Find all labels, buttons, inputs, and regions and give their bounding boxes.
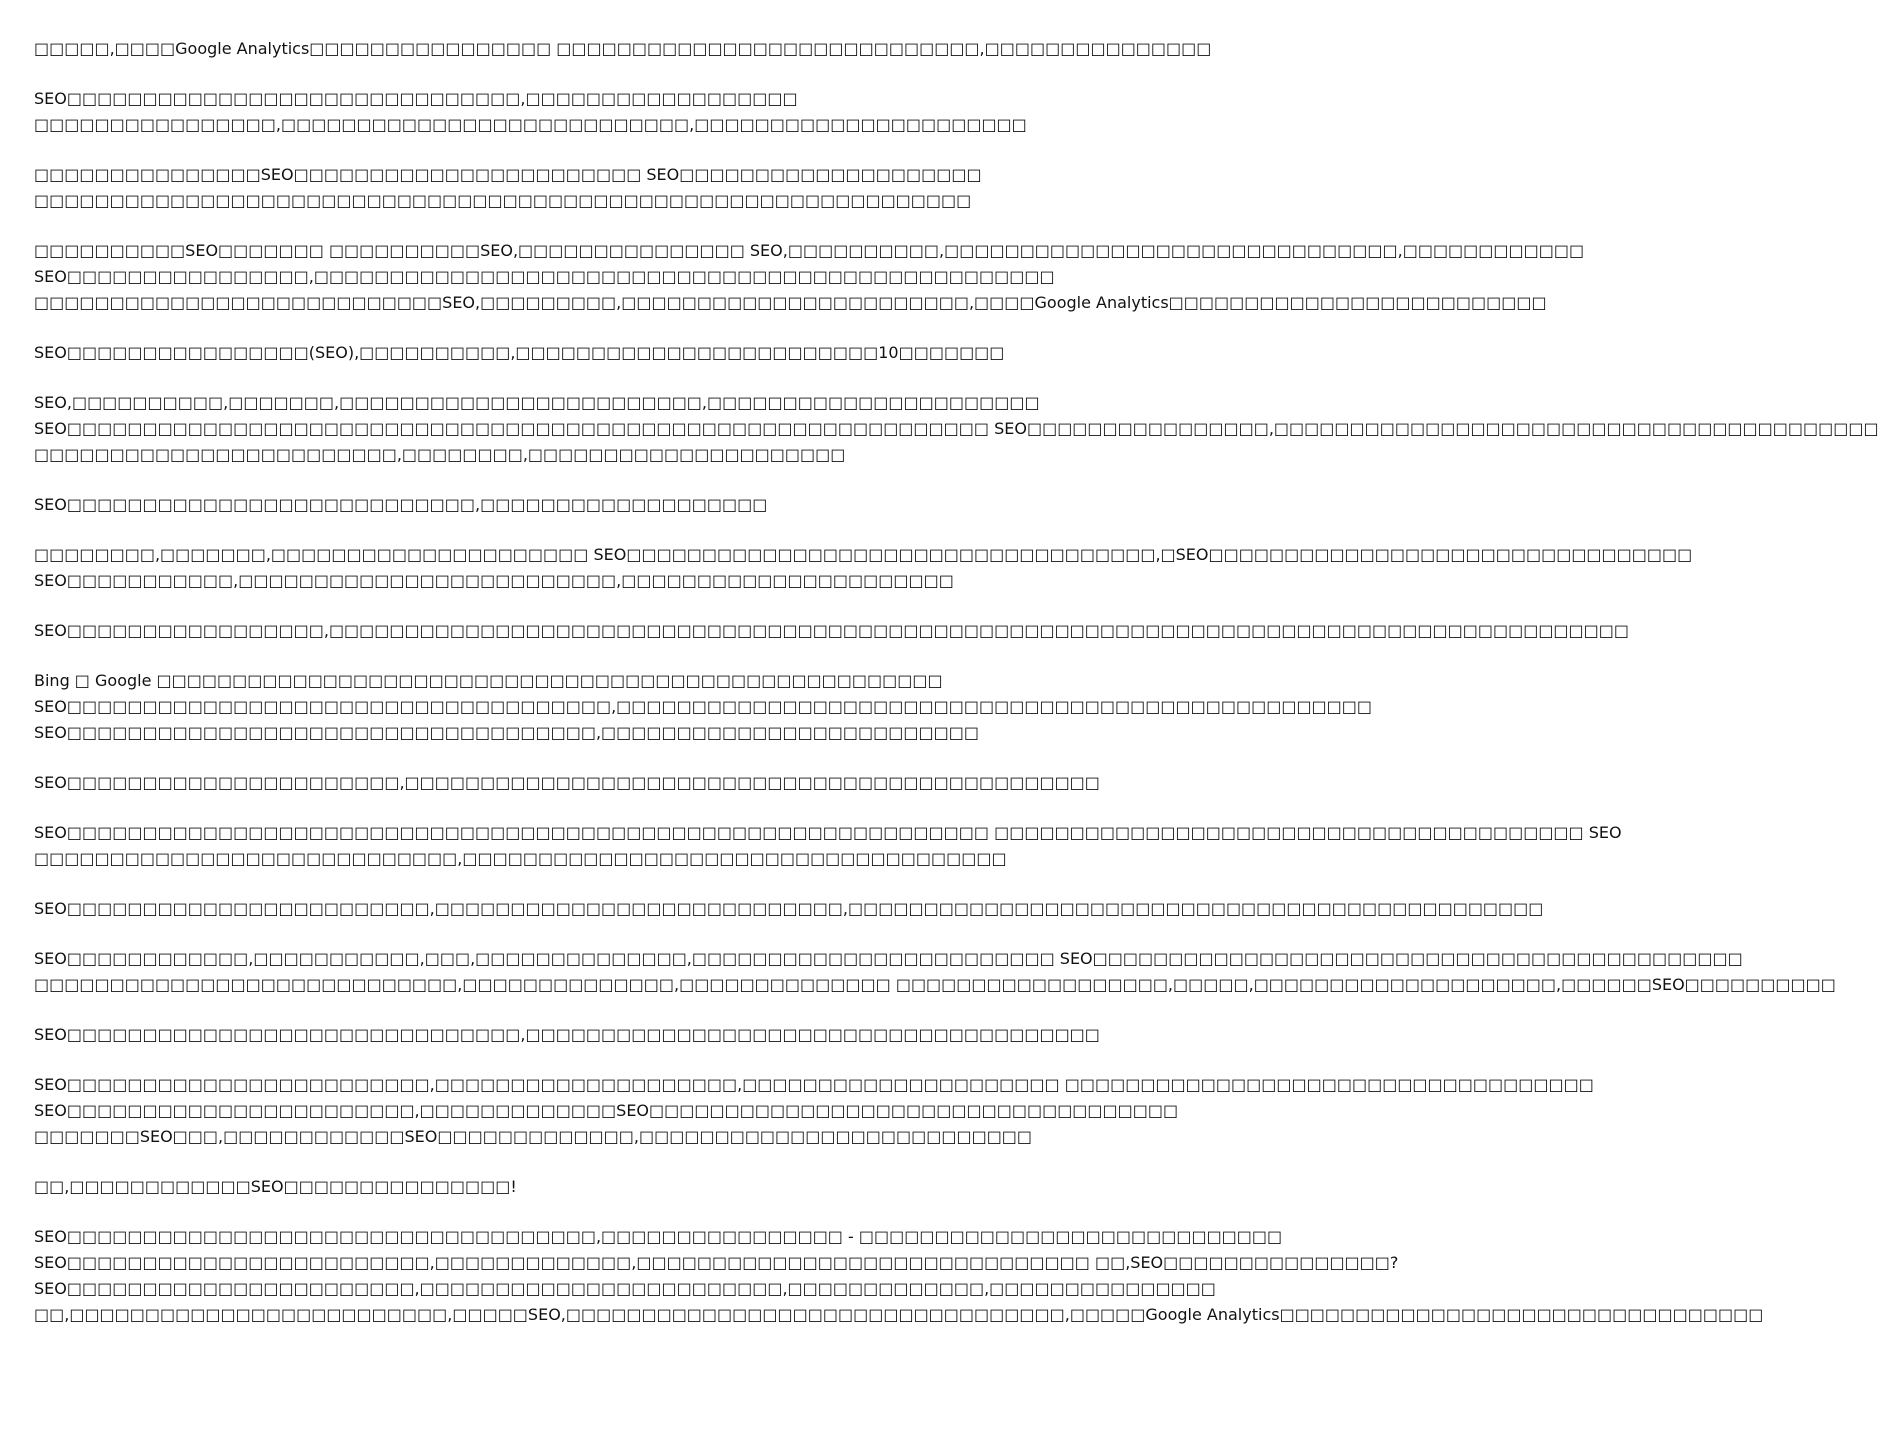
paragraph bbox=[34, 820, 1622, 872]
text-line: SEO□□□□□□□□□□□□□□□□(SEO),□□□□□□□□□□,□□□□□□□□□□□□□□□□□□□□□□□□10□□□□□□□ bbox=[34, 343, 1005, 362]
text-line: SEO□□□□□□□□□□□□□□□□□□□□□□□□□□□□□□□□□□□□□□□□□□□□□□□□□□□□□□□□□□□□□ SEO□□□□□□□□□□□□□□□□,□□□□□□□□□□□□□□□□□□□□□□□□□□□□□□□□□□□□□□□□ bbox=[34, 419, 1879, 438]
text-line: □□□□□□□□□□□□□□□□,□□□□□□□□□□□□□□□□□□□□□□□□□□□,□□□□□□□□□□□□□□□□□□□□□□ bbox=[34, 115, 1027, 134]
text-line: SEO,□□□□□□□□□□,□□□□□□□,□□□□□□□□□□□□□□□□□□□□□□□□,□□□□□□□□□□□□□□□□□□□□□□ bbox=[34, 393, 1040, 412]
paragraph bbox=[34, 618, 1630, 644]
text-line: SEO□□□□□□□□□□□□□□□□□□□□□□□□□□□□□□,□□□□□□□□□□□□□□□□□□ bbox=[34, 89, 798, 108]
text-line: □□□□□□□□□□□□□□□□□□□□□□□□□□□□,□□□□□□□□□□□□□□□□□□□□□□□□□□□□□□□□□□□□ bbox=[34, 849, 1007, 868]
paragraph bbox=[34, 390, 1879, 468]
text-line: SEO□□□□□□□□□□□□,□□□□□□□□□□□,□□□,□□□□□□□□□□□□□□,□□□□□□□□□□□□□□□□□□□□□□□□ SEO□□□□□□□□□□□□□□□□□□□□□□□□□□□□□□□□□□□□□□□□□□□ bbox=[34, 949, 1743, 968]
paragraph bbox=[34, 668, 1373, 746]
text-line: □□□□□□□□□□□□□□□□□□□□□□□□,□□□□□□□□,□□□□□□□□□□□□□□□□□□□□□ bbox=[34, 445, 846, 464]
text-line: Bing □ Google □□□□□□□□□□□□□□□□□□□□□□□□□□□□□□□□□□□□□□□□□□□□□□□□□□□□ bbox=[34, 671, 943, 690]
text-line: SEO□□□□□□□□□□□□□□□□□□□□□□□□□□□□□□□□□□□□,□□□□□□□□□□□□□□□□□□□□□□□□□□□□□□□□□□□□□□□□□□□□□□□□□□ bbox=[34, 697, 1373, 716]
text-line: SEO□□□□□□□□□□□□□□□□□□□□□□□□□□□□□□□□□□□□□□□□□□□□□□□□□□□□□□□□□□□□□ □□□□□□□□□□□□□□□□□□□□□□□□□□□□□□□□□□□□□□□ SEO bbox=[34, 823, 1622, 842]
text-line: SEO□□□□□□□□□□□□□□□□□□□□□□□□,□□□□□□□□□□□□□□□□□□□□,□□□□□□□□□□□□□□□□□□□□□ □□□□□□□□□□□□□□□□□□□□□□□□□□□□□□□□□□□ bbox=[34, 1075, 1594, 1094]
text-line: □□,□□□□□□□□□□□□SEO□□□□□□□□□□□□□□□! bbox=[34, 1177, 517, 1196]
text-line: SEO□□□□□□□□□□□□□□□□□□□□□□□□,□□□□□□□□□□□□□,□□□□□□□□□□□□□□□□□□□□□□□□□□□□□□ □□,SEO□□□□□□□□□□□□□□□? bbox=[34, 1253, 1399, 1272]
document-body bbox=[34, 36, 1879, 1328]
paragraph bbox=[34, 238, 1585, 316]
text-line: SEO□□□□□□□□□□□□□□□□□□□□□□□,□□□□□□□□□□□□□□□□□□□□□□□□,□□□□□□□□□□□□□,□□□□□□□□□□□□□□□ bbox=[34, 1279, 1216, 1298]
text-line: □□□□□□□□□□SEO□□□□□□□ □□□□□□□□□□SEO,□□□□□□□□□□□□□□□ SEO,□□□□□□□□□□,□□□□□□□□□□□□□□□□□□□□□□□□□□□□□□,□□□□□□□□□□□□ bbox=[34, 241, 1585, 260]
paragraph bbox=[34, 1224, 1764, 1328]
text-line: □□□□□□□□□□□□□□□□□□□□□□□□□□□□□□□□□□□□□□□□□□□□□□□□□□□□□□□□□□□□□□ bbox=[34, 191, 972, 210]
text-line: SEO□□□□□□□□□□□□□□□□□□□□□□,□□□□□□□□□□□□□□□□□□□□□□□□□□□□□□□□□□□□□□□□□□□□□□ bbox=[34, 773, 1100, 792]
paragraph bbox=[34, 770, 1100, 796]
text-line: □□□□□□□□□□□□□□□SEO□□□□□□□□□□□□□□□□□□□□□□□ SEO□□□□□□□□□□□□□□□□□□□□ bbox=[34, 165, 982, 184]
text-line: SEO□□□□□□□□□□□,□□□□□□□□□□□□□□□□□□□□□□□□□,□□□□□□□□□□□□□□□□□□□□□□ bbox=[34, 571, 954, 590]
paragraph bbox=[34, 1174, 990, 1200]
paragraph bbox=[34, 162, 990, 214]
text-line: □□□□□□□□□□□□□□□□□□□□□□□□□□□□,□□□□□□□□□□□□□□,□□□□□□□□□□□□□□ □□□□□□□□□□□□□□□□□□,□□□□□,□□□□□□□□□□□□□□□□□□□□,□□□□□□SEO□□□□□□□□□□ bbox=[34, 975, 1836, 994]
text-line: □□□□□,□□□□Google Analytics□□□□□□□□□□□□□□□□ □□□□□□□□□□□□□□□□□□□□□□□□□□□□,□□□□□□□□□□□□□□□ bbox=[34, 39, 1212, 58]
text-line: □□□□□□□SEO□□□,□□□□□□□□□□□□SEO□□□□□□□□□□□□□,□□□□□□□□□□□□□□□□□□□□□□□□□□ bbox=[34, 1127, 1033, 1146]
text-line: SEO□□□□□□□□□□□□□□□□□□□□□□□□□□□□□□□□□□□,□□□□□□□□□□□□□□□□ - □□□□□□□□□□□□□□□□□□□□□□□□□□□□ bbox=[34, 1227, 1283, 1246]
paragraph bbox=[34, 492, 990, 518]
paragraph bbox=[34, 86, 1027, 138]
text-line: SEO□□□□□□□□□□□□□□□□□□□□□□□□□□□,□□□□□□□□□□□□□□□□□□□ bbox=[34, 495, 768, 514]
text-line: SEO□□□□□□□□□□□□□□□□□□□□□□□□□□□□□□□□□□□,□□□□□□□□□□□□□□□□□□□□□□□□□ bbox=[34, 723, 979, 742]
paragraph bbox=[34, 946, 1836, 998]
text-line: SEO□□□□□□□□□□□□□□□□□□□□□□□□,□□□□□□□□□□□□□□□□□□□□□□□□□□□,□□□□□□□□□□□□□□□□□□□□□□□□□□□□□□□□□□□□□□□□□□□□□□ bbox=[34, 899, 1544, 918]
paragraph bbox=[34, 896, 1544, 922]
text-line: SEO□□□□□□□□□□□□□□□□□□□□□□□,□□□□□□□□□□□□□SEO□□□□□□□□□□□□□□□□□□□□□□□□□□□□□□□□□□□ bbox=[34, 1101, 1179, 1120]
paragraph bbox=[34, 1072, 1594, 1150]
text-line: □□□□□□□□□□□□□□□□□□□□□□□□□□□SEO,□□□□□□□□□,□□□□□□□□□□□□□□□□□□□□□□□,□□□□Google Analytics□□□□□□□□□□□□□□□□□□□□□□□□□ bbox=[34, 293, 1547, 312]
text-line: SEO□□□□□□□□□□□□□□□□,□□□□□□□□□□□□□□□□□□□□□□□□□□□□□□□□□□□□□□□□□□□□□□□□□ bbox=[34, 267, 1055, 286]
text-line: □□,□□□□□□□□□□□□□□□□□□□□□□□□□,□□□□□SEO,□□□□□□□□□□□□□□□□□□□□□□□□□□□□□□□□□,□□□□□Google Analytics□□□□□□□□□□□□□□□□□□□□□□□□□□□□□□□□ bbox=[34, 1305, 1764, 1324]
paragraph bbox=[34, 542, 1693, 594]
paragraph bbox=[34, 36, 1212, 62]
paragraph bbox=[34, 1022, 1100, 1048]
paragraph bbox=[34, 340, 1005, 366]
text-line: SEO□□□□□□□□□□□□□□□□□,□□□□□□□□□□□□□□□□□□□□□□□□□□□□□□□□□□□□□□□□□□□□□□□□□□□□□□□□□□□□□□□□□□□□□□□□□□□□□□□□□□□□□□ bbox=[34, 621, 1630, 640]
text-line: □□□□□□□□,□□□□□□□,□□□□□□□□□□□□□□□□□□□□□ SEO□□□□□□□□□□□□□□□□□□□□□□□□□□□□□□□□□□□,□SEO□□□□□□□□□□□□□□□□□□□□□□□□□□□□□□□□ bbox=[34, 545, 1693, 564]
text-line: SEO□□□□□□□□□□□□□□□□□□□□□□□□□□□□□□,□□□□□□□□□□□□□□□□□□□□□□□□□□□□□□□□□□□□□□ bbox=[34, 1025, 1100, 1044]
